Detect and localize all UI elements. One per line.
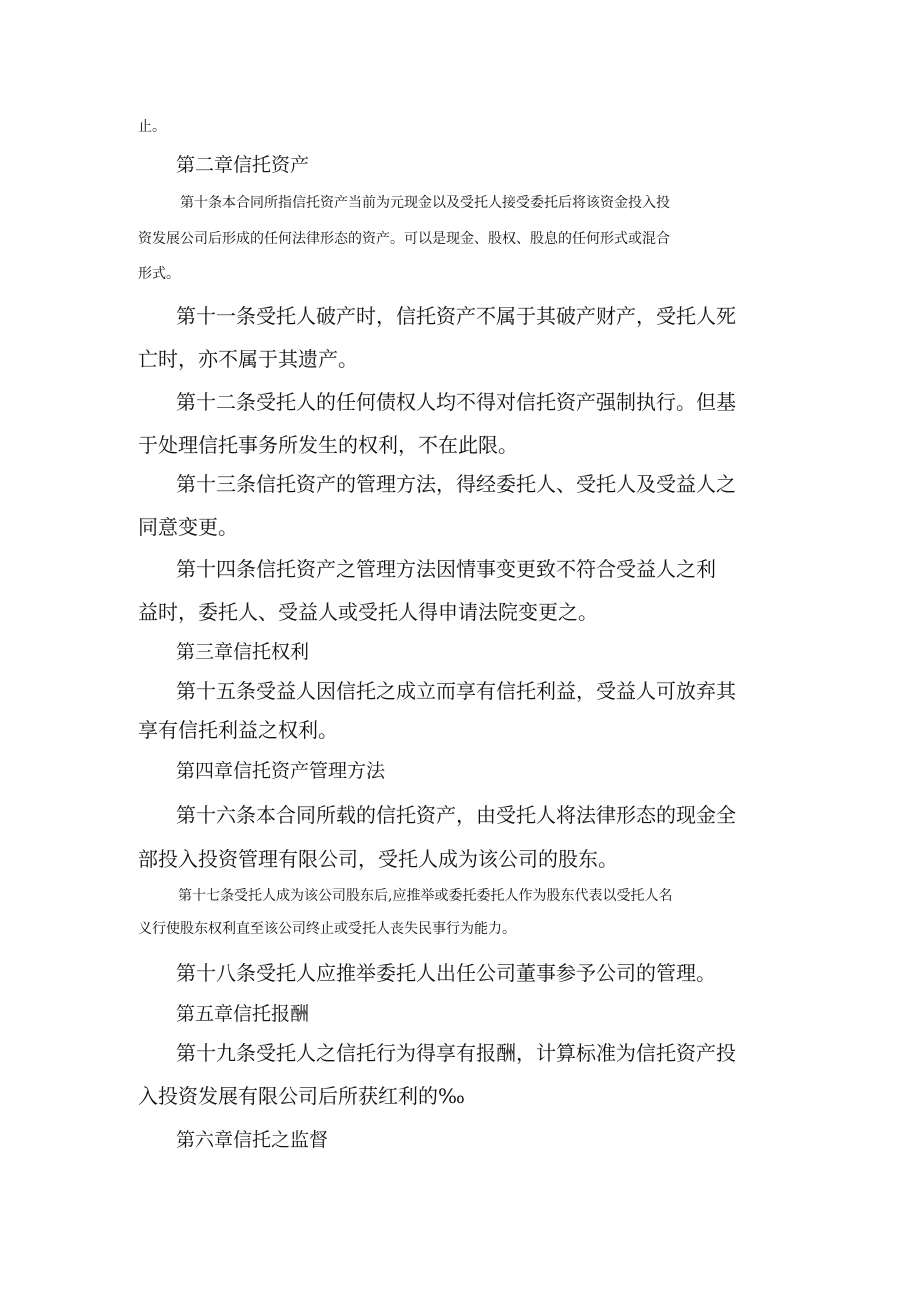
article-15-line-1: 第十五条受益人因信托之成立而享有信托利益，受益人可放弃其	[176, 679, 736, 703]
article-14-line-2: 益时，委托人、受益人或受托人得申请法院变更之。	[138, 600, 598, 624]
article-17-line-1: 第十七条受托人成为该公司股东后,应推举或委托委托人作为股东代表以受托人名	[178, 888, 673, 904]
chapter-6-heading: 第六章信托之监督	[176, 1129, 329, 1151]
article-13-line-1: 第十三条信托资产的管理方法，得经委托人、受托人及受益人之	[176, 472, 736, 496]
article-11-line-2: 亡时，亦不属于其遗产。	[138, 347, 358, 371]
article-17-line-2: 义行使股东权利直至该公司终止或受托人丧失民事行为能力。	[138, 921, 516, 937]
article-10-line-1: 第十条本合同所指信托资产当前为元现金以及受托人接受委托后将该资金投入投	[180, 195, 670, 211]
chapter-4-heading: 第四章信托资产管理方法	[176, 760, 386, 782]
article-19-line-2: 入投资发展有限公司后所获红利的‰	[138, 1084, 465, 1108]
article-15-line-2: 享有信托利益之权利。	[138, 718, 338, 742]
article-16-line-2: 部投入投资管理有限公司，受托人成为该公司的股东。	[138, 847, 618, 871]
chapter-5-heading: 第五章信托报酬	[176, 1003, 310, 1025]
article-13-line-2: 同意变更。	[138, 515, 238, 539]
chapter-2-heading: 第二章信托资产	[176, 154, 310, 176]
article-11-line-1: 第十一条受托人破产时，信托资产不属于其破产财产，受托人死	[176, 304, 736, 328]
article-12-line-2: 于处理信托事务所发生的权利，不在此限。	[138, 433, 518, 457]
article-10-line-3: 形式。	[138, 266, 180, 282]
article-18: 第十八条受托人应推举委托人出任公司董事参予公司的管理。	[176, 961, 716, 985]
article-14-line-1: 第十四条信托资产之管理方法因情事变更致不符合受益人之利	[176, 557, 716, 581]
article-12-line-1: 第十二条受托人的任何债权人均不得对信托资产强制执行。但基	[176, 390, 736, 414]
article-16-line-1: 第十六条本合同所载的信托资产，由受托人将法律形态的现金全	[176, 803, 736, 827]
article-19-line-1: 第十九条受托人之信托行为得享有报酬，计算标准为信托资产投	[176, 1041, 736, 1065]
chapter-3-heading: 第三章信托权利	[176, 641, 310, 663]
fragment-end: 止。	[138, 119, 166, 135]
article-10-line-2: 资发展公司后形成的任何法律形态的资产。可以是现金、股权、股息的任何形式或混合	[138, 231, 670, 247]
